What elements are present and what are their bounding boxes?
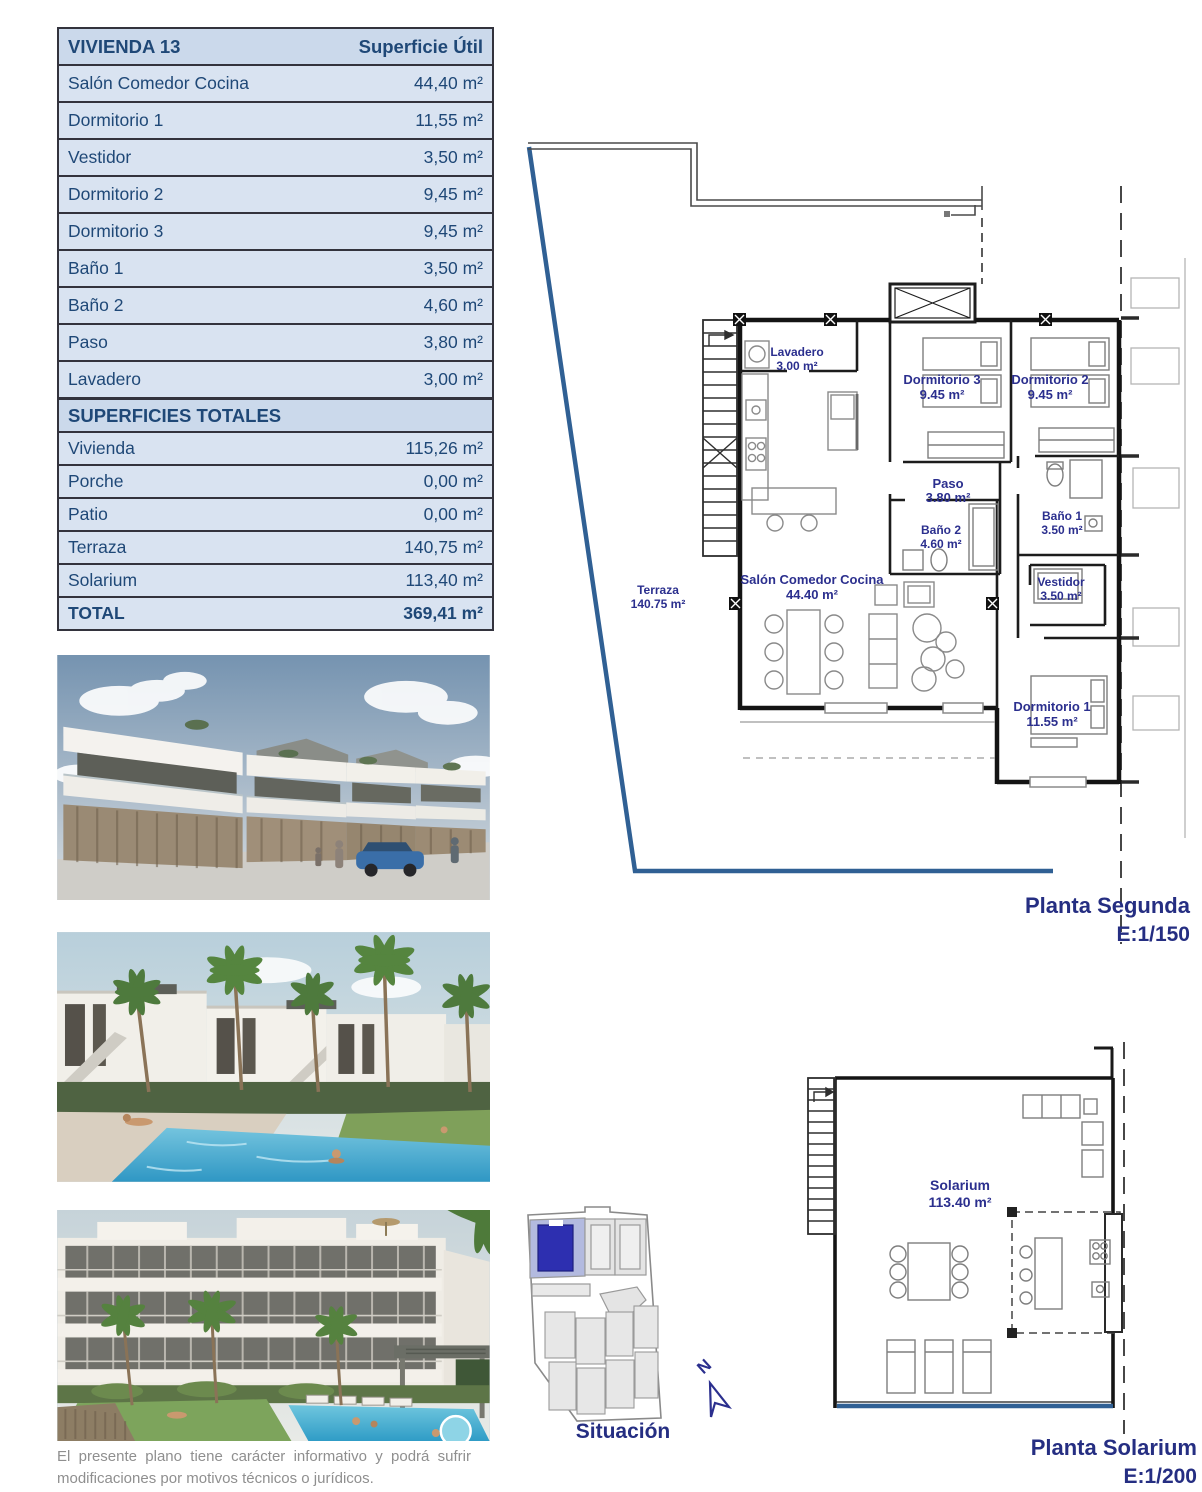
elevator-shaft [890,284,975,322]
table-title: VIVIENDA 13 [68,35,181,57]
plan-title-solarium: Planta Solarium E:1/200 [897,1433,1197,1491]
terrace-boundary-line [529,147,1053,871]
adjacent-unit-context [1131,258,1185,838]
room-label-paso: Paso [932,476,964,491]
svg-text:11.55 m²: 11.55 m² [1026,714,1078,729]
room-label-bano2: Baño 2 [920,523,962,537]
table-col-header: Superficie Útil [358,35,483,57]
situacion-title: Situación [575,1420,671,1443]
table-totales [57,398,494,631]
svg-text:3.50 m²: 3.50 m² [1041,523,1083,537]
table-row: Patio 0,00 m² [59,499,492,530]
hedge [57,1082,490,1114]
street-render-graphic [57,655,490,900]
room-label-salon: Salón Comedor Cocina [740,572,884,587]
room-labels [631,345,1091,729]
plan-scale-solarium: E:1/200 [1123,1464,1197,1488]
disclaimer-text: El presente plano tiene carácter informativo y podrá sufrir modificaciones por motivos técnicos o jurídicos. [57,1448,471,1487]
pool-render-graphic [57,932,490,1182]
table-row: Dormitorio 1 11,55 m² [59,103,492,138]
table-row: Dormitorio 2 9,45 m² [59,177,492,212]
plan-scale-segunda: E:1/150 [1116,922,1190,946]
floorplan-planta-segunda [525,138,1202,948]
table-row: Baño 2 4,60 m² [59,288,492,323]
svg-text:3.50 m²: 3.50 m² [1040,589,1082,603]
north-label: N [693,1355,716,1378]
room-label-terraza: Terraza [637,583,679,597]
room-label-lavadero: Lavadero [770,345,824,359]
svg-text:Solarium: Solarium [930,1177,990,1193]
svg-text:113.40 m²: 113.40 m² [928,1194,992,1210]
table-row: Vivienda 115,26 m² [59,433,492,464]
table-row: Baño 1 3,50 m² [59,251,492,286]
site-plots-top [530,1218,646,1278]
table-row: Paso 3,80 m² [59,325,492,360]
solarium-loungers [887,1340,991,1393]
render-photo-street [57,655,490,900]
solarium-dining-set [890,1243,968,1300]
svg-text:4.60 m²: 4.60 m² [920,537,962,551]
table-row: Lavadero 3,00 m² [59,362,492,397]
table-row: Porche 0,00 m² [59,466,492,497]
spa-pool [441,1416,471,1441]
floorplan-planta-solarium [792,1042,1202,1442]
svg-text:44.40 m²: 44.40 m² [785,587,839,602]
room-label-dormitorio3: Dormitorio 3 [903,372,981,387]
table-row: Salón Comedor Cocina 44,40 m² [59,66,492,101]
svg-text:9.45 m²: 9.45 m² [1027,387,1073,402]
solarium-walls [835,1078,1113,1408]
table-row: Terraza 140,75 m² [59,532,492,563]
room-label-dormitorio1: Dormitorio 1 [1013,699,1091,714]
apartments-render-graphic [57,1210,490,1441]
solarium-label [928,1177,991,1210]
render-photo-pool [57,932,490,1182]
north-arrow [693,1355,729,1417]
table-row: Dormitorio 3 9,45 m² [59,214,492,249]
solarium-sofa-set [1023,1095,1103,1177]
plot-boundary [528,143,982,215]
plan-title-segunda: Planta Segunda E:1/150 [890,891,1190,949]
svg-text:3.00 m²: 3.00 m² [776,359,818,373]
room-label-dormitorio2: Dormitorio 2 [1011,372,1089,387]
table-row: Vestidor 3,50 m² [59,140,492,175]
room-label-bano1: Baño 1 [1041,509,1083,523]
highlighted-unit-plot [538,1225,573,1271]
solarium-outdoor-kitchen [1007,1207,1122,1338]
table-total-row: TOTAL 369,41 m² [59,598,492,629]
svg-text:140.75 m²: 140.75 m² [630,597,686,611]
staircase [703,320,737,556]
solarium-staircase [808,1078,835,1234]
table-title: SUPERFICIES TOTALES [68,404,282,426]
table-row: Solarium 113,40 m² [59,565,492,596]
table-header-row [59,400,492,431]
table-header-row [59,29,492,64]
svg-text:3.80 m²: 3.80 m² [925,490,971,505]
situacion-map [515,1200,765,1425]
room-label-vestidor: Vestidor [1037,575,1085,589]
render-photo-apartments [57,1210,490,1441]
table-vivienda [57,27,494,399]
svg-text:9.45 m²: 9.45 m² [919,387,965,402]
